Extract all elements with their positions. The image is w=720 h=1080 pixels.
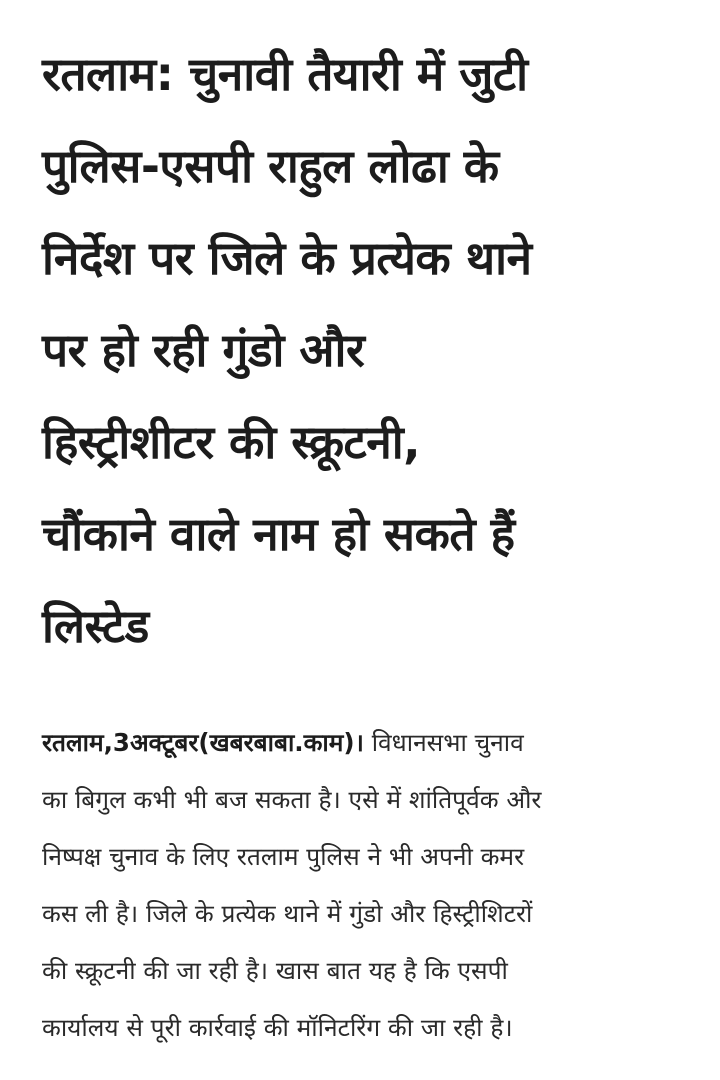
body-line: निष्पक्ष चुनाव के लिए रतलाम पुलिस ने भी अपनी कमर bbox=[42, 842, 525, 871]
headline-line: रतलाम: चुनावी तैयारी में जुटी bbox=[42, 47, 528, 101]
body-line: कार्यालय से पूरी कार्रवाई की मॉनिटरिंग की जा रही है। bbox=[42, 1013, 513, 1042]
headline-line: हिस्ट्रीशीटर की स्क्रूटनी, bbox=[42, 415, 421, 469]
body-line: कस ली है। जिले के प्रत्येक थाने में गुंडो और हिस्ट्रीशिटरों bbox=[42, 899, 533, 928]
headline-line: चौंकाने वाले नाम हो सकते हैं bbox=[42, 507, 515, 561]
headline-line: लिस्टेड bbox=[42, 599, 149, 653]
headline-line: पर हो रही गुंडो और bbox=[42, 323, 365, 377]
dateline: रतलाम,3अक्टूबर(खबरबाबा.काम)। bbox=[42, 728, 364, 757]
headline-line: निर्देश पर जिले के प्रत्येक थाने bbox=[42, 231, 532, 285]
body-line: का बिगुल कभी भी बज सकता है। एसे में शांतिपूर्वक और bbox=[42, 785, 542, 814]
article-headline bbox=[42, 28, 680, 672]
headline-line: पुलिस-एसपी राहुल लोढा के bbox=[42, 139, 499, 193]
body-first-line-rest: विधानसभा चुनाव bbox=[363, 728, 524, 757]
body-first-line bbox=[42, 714, 680, 771]
body-line: की स्क्रूटनी की जा रही है। खास बात यह है कि एसपी bbox=[42, 956, 508, 985]
article-body bbox=[42, 714, 680, 1056]
